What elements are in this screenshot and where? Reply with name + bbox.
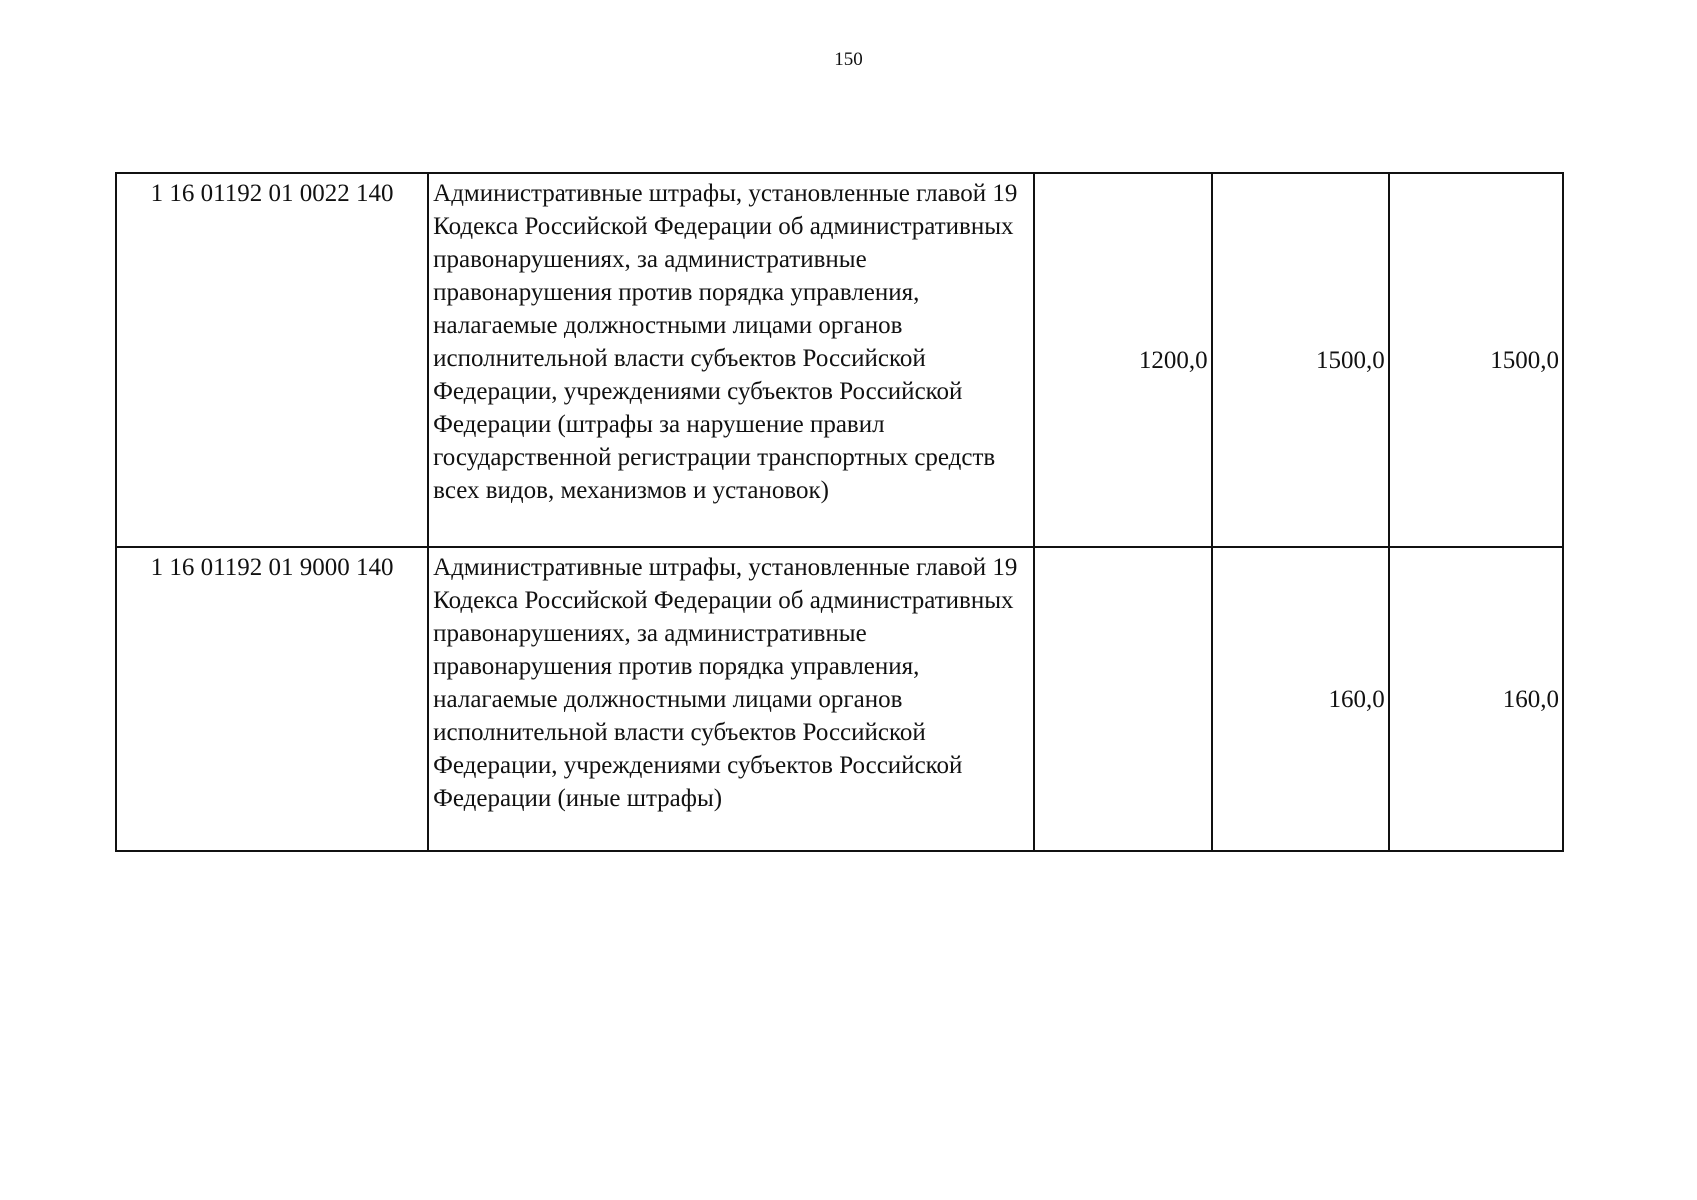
budget-code-cell: 1 16 01192 01 0022 140 <box>116 173 428 547</box>
budget-code-cell: 1 16 01192 01 9000 140 <box>116 547 428 851</box>
value-cell-3: 1500,0 <box>1389 173 1563 547</box>
table-row <box>116 173 1563 547</box>
value-cell-1: 1200,0 <box>1034 173 1211 547</box>
value-cell-2: 1500,0 <box>1212 173 1389 547</box>
value-cell-1 <box>1034 547 1211 851</box>
budget-table <box>115 172 1564 852</box>
value-cell-2: 160,0 <box>1212 547 1389 851</box>
value-cell-3: 160,0 <box>1389 547 1563 851</box>
revenue-name-cell: Административные штрафы, установленные главой 19 Кодекса Российской Федерации об административных правонарушениях, за административные правонарушения против порядка управления, налагаемые должностными лицами органов исполнительной власти субъектов Российской Федерации, учреждениями субъектов Российской Федерации (штрафы за нарушение правил государственной регистрации транспортных средств всех видов, механизмов и установок) <box>428 173 1034 547</box>
page-number: 150 <box>834 49 863 70</box>
revenue-name-cell: Административные штрафы, установленные главой 19 Кодекса Российской Федерации об административных правонарушениях, за административные правонарушения против порядка управления, налагаемые должностными лицами органов исполнительной власти субъектов Российской Федерации, учреждениями субъектов Российской Федерации (иные штрафы) <box>428 547 1034 851</box>
table-row <box>116 547 1563 851</box>
